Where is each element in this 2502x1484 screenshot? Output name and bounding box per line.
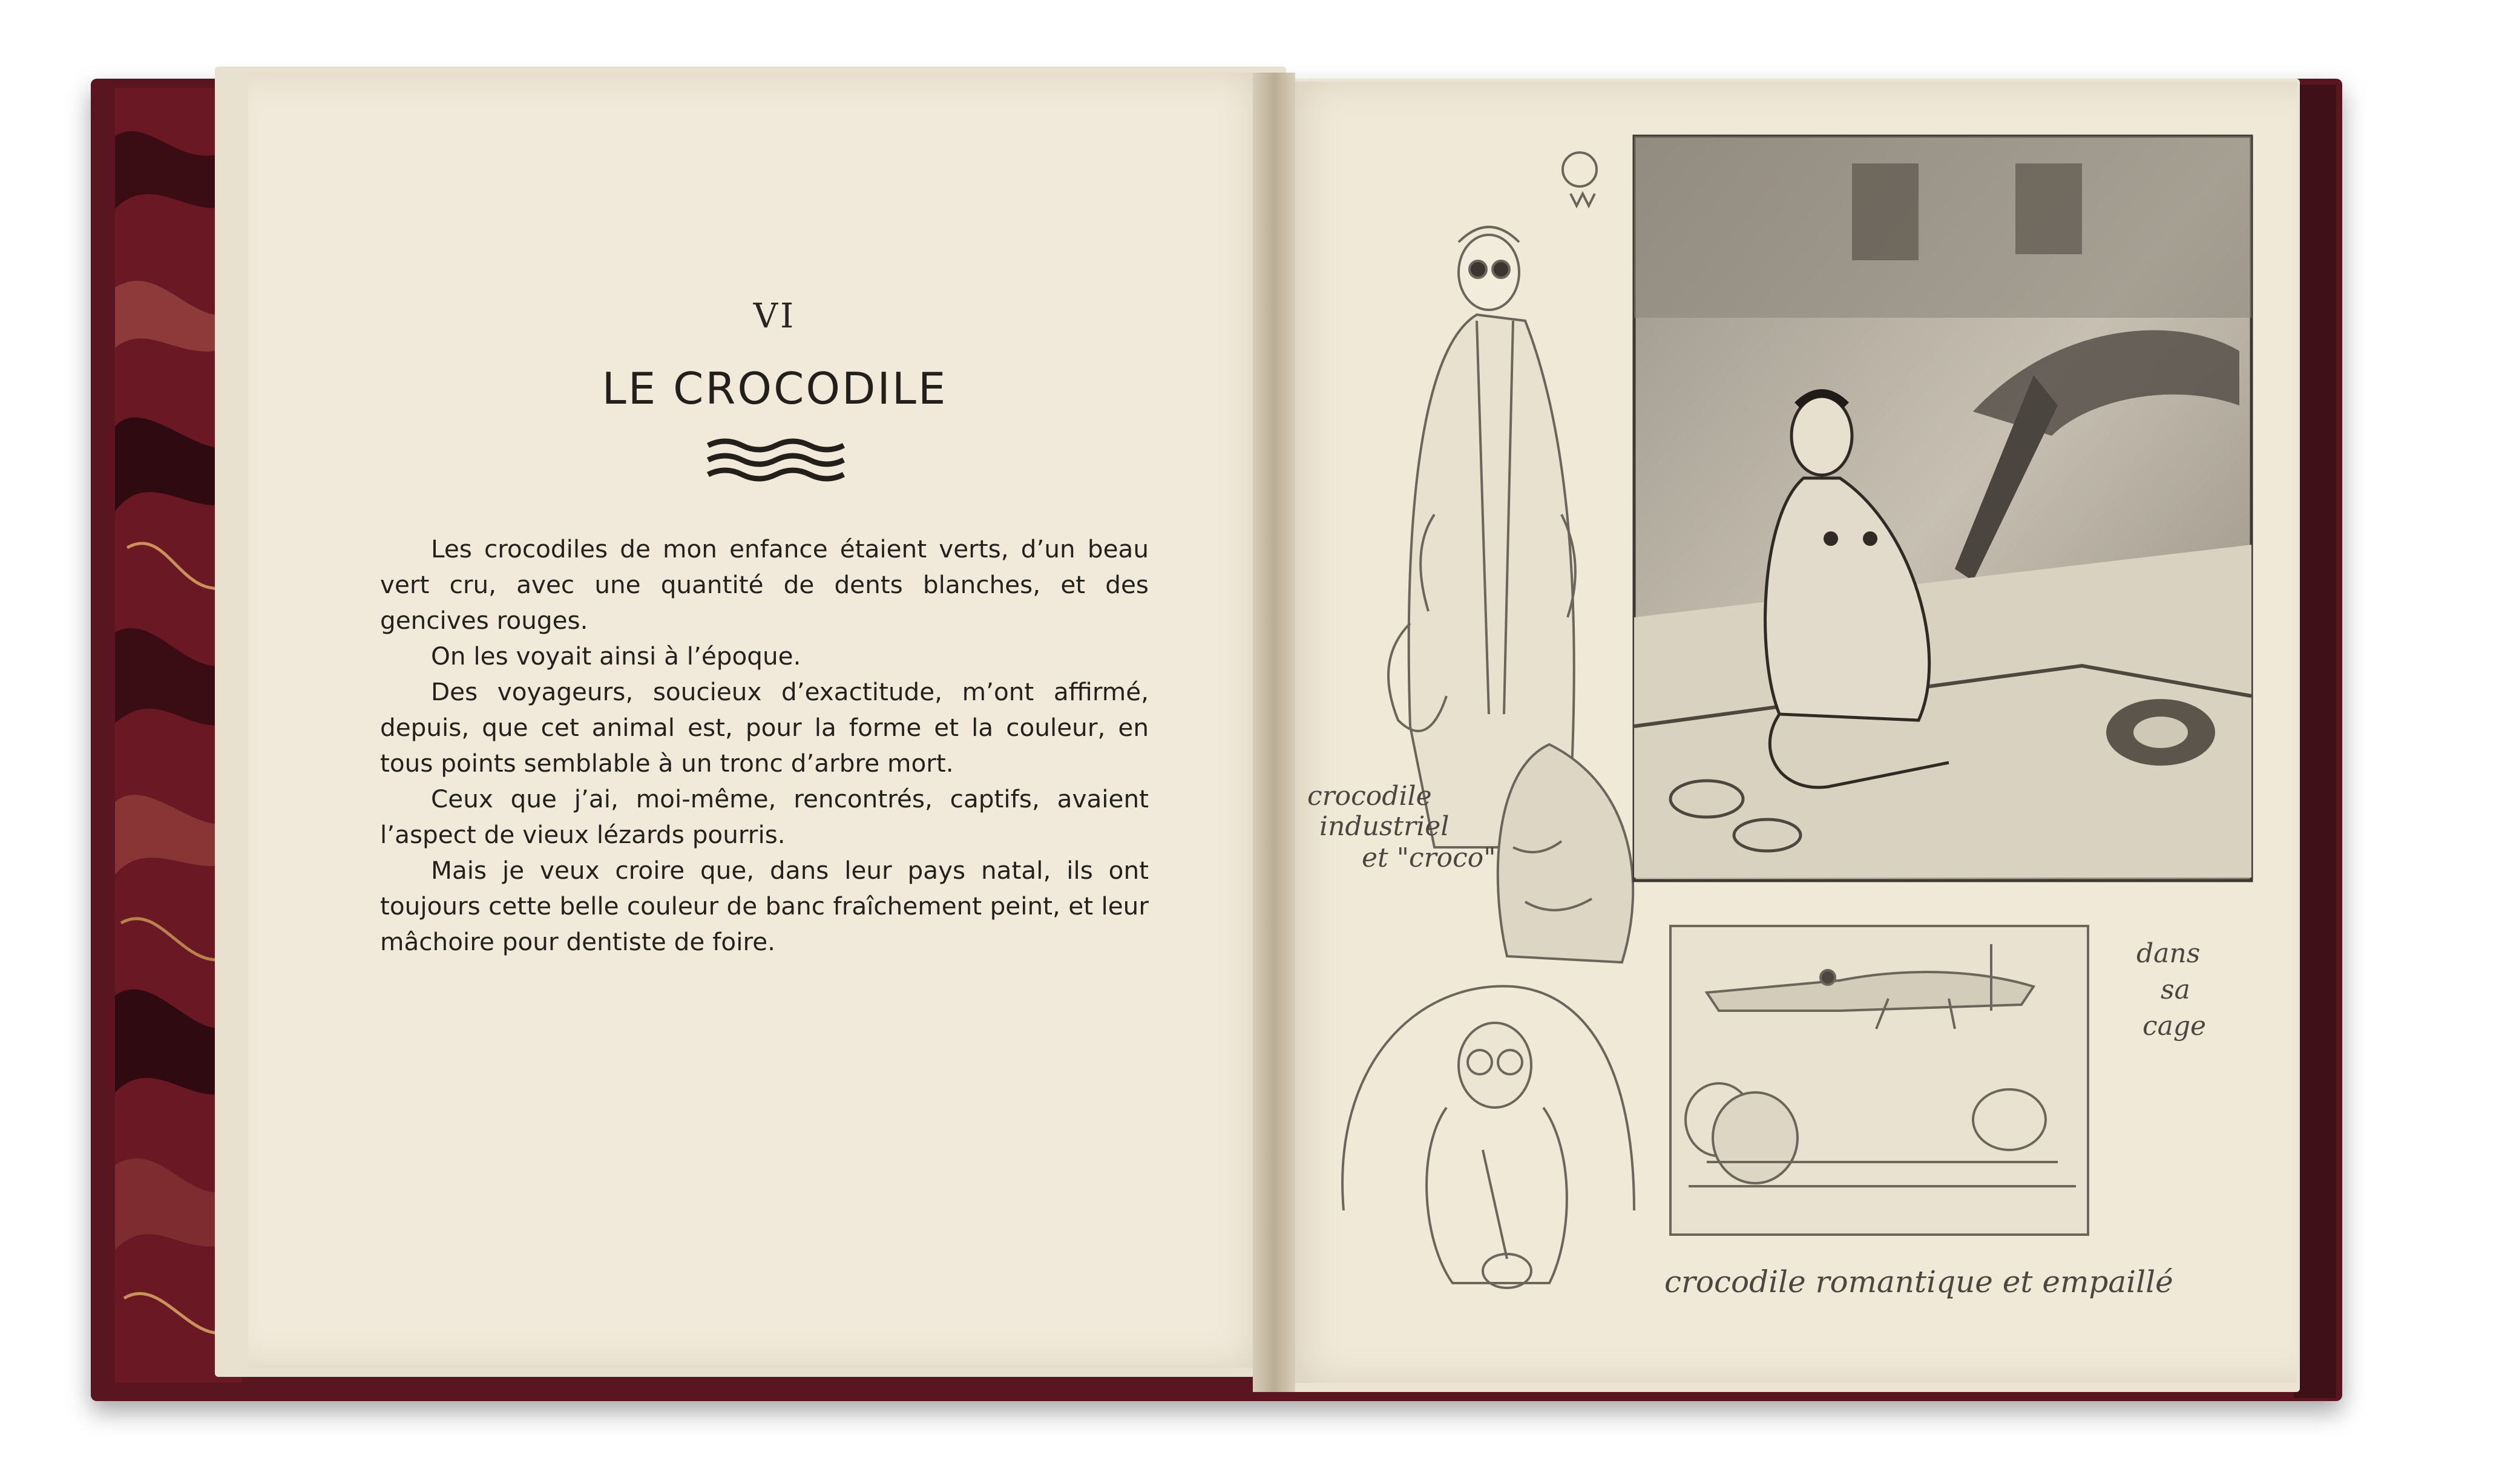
bespectacled-figure-sketch (1342, 986, 1634, 1288)
caption-industrial-1: crocodile (1307, 781, 1432, 812)
crocodile-illustration (1295, 121, 2276, 1331)
caption-romantic: crocodile romantique et empaillé (1664, 1264, 2173, 1299)
caption-cage-1: dans (2136, 938, 2201, 969)
cover-spine-edge (2294, 85, 2336, 1398)
paragraph-5: Mais je veux croire que, dans leur pays natal, ils ont toujours cette belle couleur de banc fraîchement peint, et leur mâchoire pour dentiste de foire. (380, 856, 1149, 956)
wave-ornament (702, 437, 847, 485)
paragraph-2: On les voyait ainsi à l’époque. (431, 642, 801, 671)
caption-industrial-2: industriel (1319, 811, 1450, 842)
book-gutter (1253, 73, 1295, 1392)
paragraph-4: Ceux que j’ai, moi-même, rencontrés, captifs, avaient l’aspect de vieux lézards pourris. (380, 784, 1149, 849)
caption-cage-3: cage (2142, 1011, 2207, 1042)
stuffed-crocodile-cage-sketch (1670, 926, 2088, 1235)
paragraph-3: Des voyageurs, soucieux d’exactitude, m’ont affirmé, depuis, que cet animal est, pour la forme et la couleur, en tous points semblable à un tronc d’arbre mort. (380, 677, 1149, 778)
chapter-number: VI (753, 297, 796, 336)
reclining-nude-crocodile-drawing (1634, 136, 2251, 881)
chapter-title: LE CROCODILE (602, 363, 948, 414)
caption-cage-2: sa (2161, 974, 2190, 1005)
caption-industrial-3: et "croco" (1362, 842, 1496, 873)
paragraph-1: Les crocodiles de mon enfance étaient verts, d’un beau vert cru, avec une quantité de dents blanches, et des gencives rouges. (380, 534, 1149, 635)
